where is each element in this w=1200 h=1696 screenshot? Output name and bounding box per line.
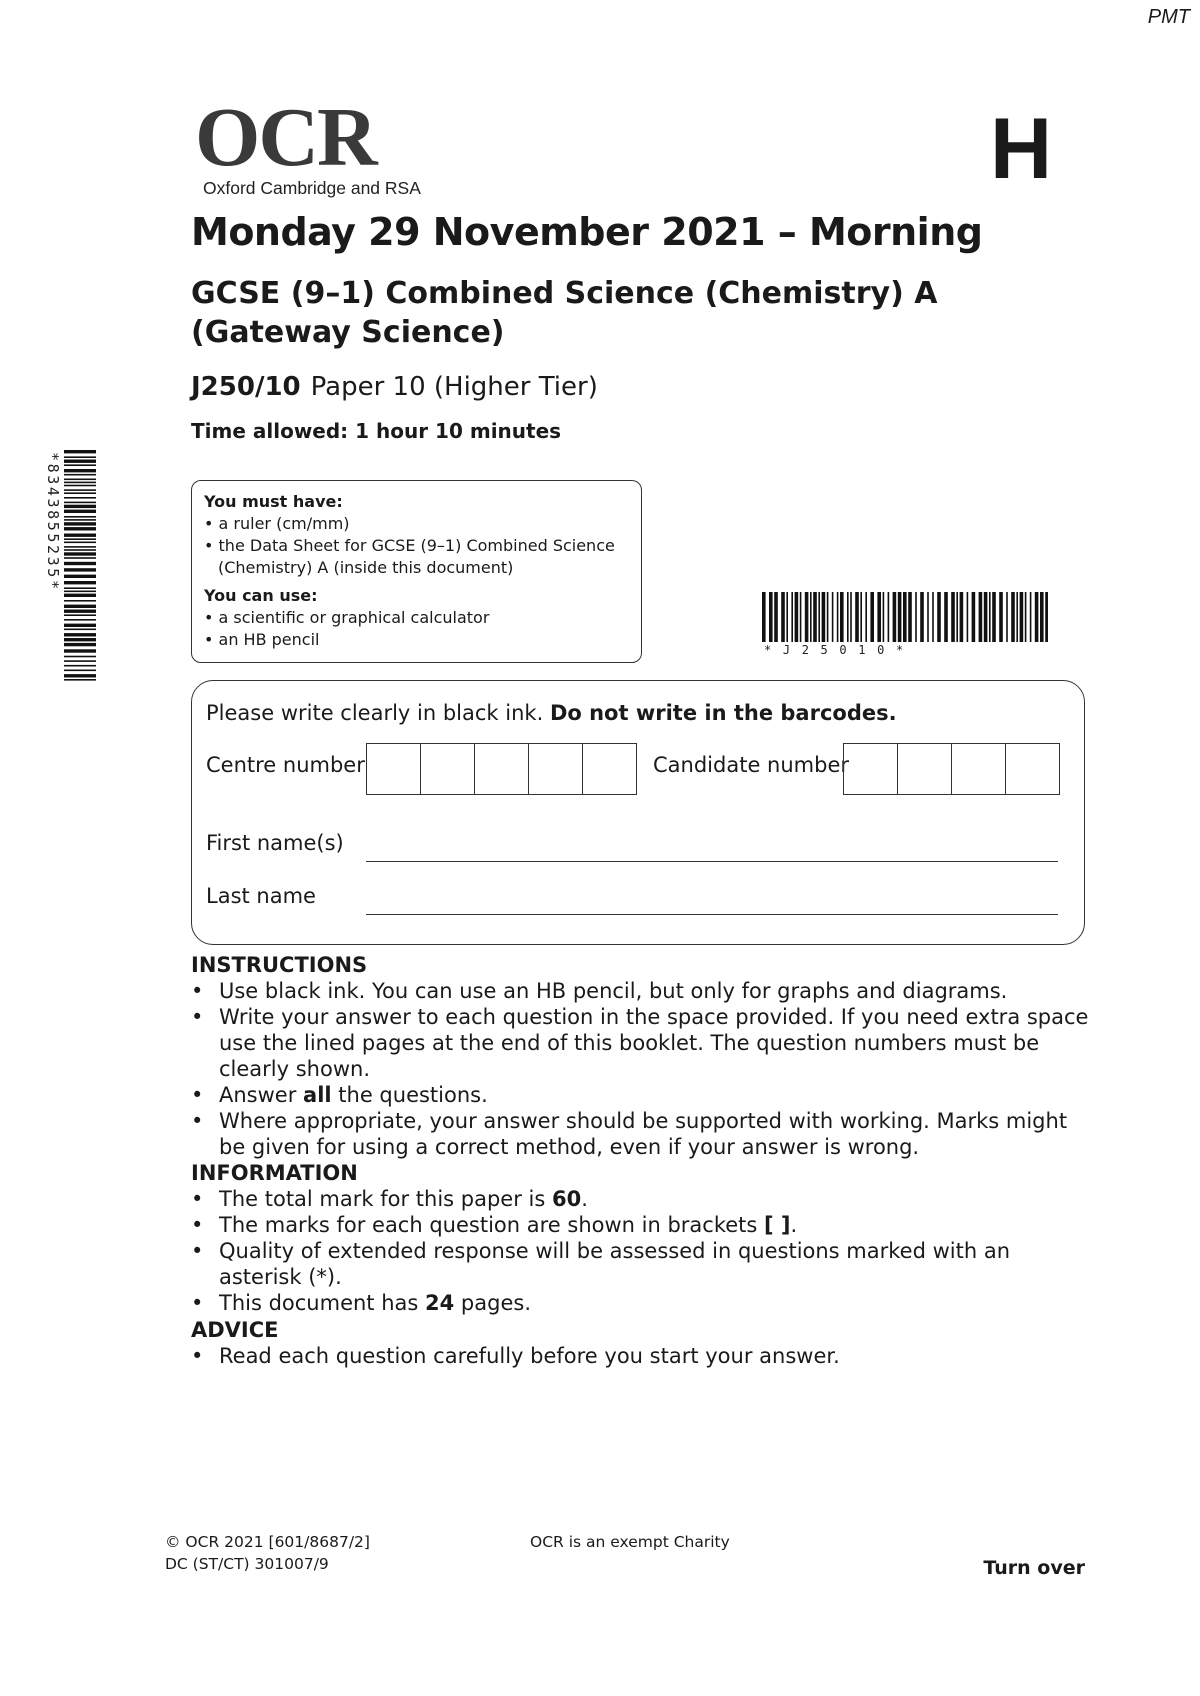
advice-item: • Read each question carefully before you start your answer. [191, 1343, 1091, 1369]
vertical-barcode-text: *8343855235* [44, 452, 62, 592]
barcode-bar [64, 456, 96, 458]
centre-number-digit-box[interactable] [475, 744, 529, 794]
barcode-bar [1045, 592, 1048, 642]
centre-number-label: Centre number [206, 753, 365, 777]
barcode-bar [64, 610, 96, 613]
pmt-watermark: PMT [1147, 6, 1190, 28]
barcode-bar [1025, 592, 1027, 642]
paper-code: J250/10 [191, 372, 301, 402]
barcode-bar [64, 497, 96, 499]
barcode-bar [984, 592, 988, 642]
barcode-bar [915, 592, 917, 642]
vertical-barcode [42, 450, 97, 682]
instruction-item: • Use black ink. You can use an HB pencil, but only for graphs and diagrams. [191, 978, 1091, 1004]
barcode-bar [64, 474, 96, 476]
candidate-number-label: Candidate number [653, 753, 849, 777]
barcode-bar [786, 592, 788, 642]
barcode-bar [64, 649, 96, 652]
barcode-bar [888, 592, 890, 642]
footer-codes [165, 1531, 370, 1575]
barcode-bar [960, 592, 964, 642]
copyright: © OCR 2021 [601/8687/2] [165, 1533, 370, 1551]
barcode-bar [870, 592, 874, 642]
barcode-bar [64, 557, 96, 559]
barcode-bar [822, 592, 826, 642]
total-mark: 60 [551, 1187, 582, 1211]
information-section [191, 1160, 1091, 1316]
barcode-bar [800, 592, 802, 642]
turn-over: Turn over [983, 1557, 1085, 1579]
barcode-bar [64, 633, 96, 636]
advice-section [191, 1317, 1091, 1369]
charity-note: OCR is an exempt Charity [530, 1533, 730, 1551]
page-count: 24 [425, 1291, 455, 1315]
barcode-bar [64, 587, 96, 589]
centre-number-digit-box[interactable] [367, 744, 421, 794]
last-name-label: Last name [206, 884, 316, 908]
barcode-bar [64, 562, 96, 565]
barcode-bar [64, 516, 96, 518]
barcode-bar [937, 592, 941, 642]
subject-title [191, 274, 937, 352]
barcode-bar [832, 592, 834, 642]
ocr-logo [195, 91, 421, 199]
barcode-bar [64, 482, 96, 484]
barcode-bar [64, 534, 96, 537]
barcode-bar [64, 450, 96, 453]
barcode-bar [979, 592, 983, 642]
barcode-bar [64, 660, 96, 662]
information-text: . [790, 1213, 798, 1237]
barcode-bar [64, 619, 96, 621]
barcode-bar [64, 485, 96, 487]
barcode-bar [64, 624, 96, 627]
barcode-bar [791, 592, 793, 642]
barcode-bar [920, 592, 924, 642]
barcode-bar [769, 592, 773, 642]
barcode-bar [865, 592, 867, 642]
information-item [191, 1212, 1091, 1238]
barcode-bar [64, 600, 96, 602]
barcode-bar [1040, 592, 1044, 642]
barcode-bar [795, 592, 799, 642]
horizontal-barcode [762, 592, 1048, 656]
candidate-details-box [191, 680, 1085, 945]
information-text: The total mark for this paper is [219, 1187, 552, 1211]
ocr-logo-tagline: Oxford Cambridge and RSA [203, 178, 421, 198]
barcode-bar [64, 643, 96, 646]
barcode-bar [64, 614, 96, 616]
barcode-bar [64, 605, 96, 608]
candidate-number-digit-box[interactable] [1006, 744, 1059, 794]
barcode-bar [64, 591, 96, 593]
barcode-bar [883, 592, 885, 642]
first-name-label: First name(s) [206, 831, 344, 855]
last-name-line[interactable] [366, 914, 1058, 915]
time-allowed: Time allowed: 1 hour 10 minutes [191, 419, 562, 443]
barcode-bar [1030, 592, 1032, 642]
candidate-number-digit-box[interactable] [898, 744, 952, 794]
instruction-item: • Write your answer to each question in the space provided. If you need extra space use the lined pages at the end of this booklet. The question numbers must be clearly shown. [191, 1004, 1091, 1082]
candidate-number-digit-box[interactable] [952, 744, 1006, 794]
information-item [191, 1290, 1091, 1316]
barcode-bar [932, 592, 934, 642]
horizontal-barcode-text: * J 2 5 0 1 0 * [764, 643, 906, 656]
barcode-bar [847, 592, 849, 642]
barcode-bar [64, 546, 96, 548]
advice-heading: ADVICE [191, 1318, 279, 1342]
barcode-bar [64, 460, 96, 463]
barcode-bar [64, 629, 96, 631]
subject-line-1: GCSE (9–1) Combined Science (Chemistry) A [191, 276, 938, 311]
barcode-bar [927, 592, 929, 642]
barcode-bar [877, 592, 881, 642]
must-have-item: • the Data Sheet for GCSE (9–1) Combined Science [204, 536, 615, 555]
barcode-bar [64, 674, 96, 677]
barcode-bar [64, 581, 96, 584]
barcode-bar [64, 568, 96, 571]
barcode-bar [64, 479, 96, 481]
centre-number-boxes[interactable] [366, 743, 637, 795]
subject-line-2: (Gateway Science) [191, 315, 505, 350]
barcode-bar [64, 538, 96, 540]
information-text: This document has [219, 1291, 426, 1315]
instruction-text: the questions. [331, 1083, 488, 1107]
barcode-bar [64, 549, 96, 551]
barcode-bar [64, 464, 96, 466]
can-use-item: • a scientific or graphical calculator [204, 608, 490, 627]
barcode-bar [972, 592, 976, 642]
barcode-bar [1006, 592, 1008, 642]
candidate-instruction-bold: Do not write in the barcodes. [549, 701, 897, 725]
instruction-emphasis: all [303, 1083, 332, 1107]
barcode-bar [850, 592, 852, 642]
centre-number-digit-box[interactable] [529, 744, 583, 794]
instructions-heading: INSTRUCTIONS [191, 953, 368, 977]
barcode-bar [774, 592, 778, 642]
barcode-bar [908, 592, 912, 642]
barcode-bar [840, 592, 844, 642]
barcode-bar [1035, 592, 1039, 642]
instructions-section [191, 952, 1091, 1160]
barcode-bar [781, 592, 785, 642]
barcode-bar [1011, 592, 1015, 642]
information-item [191, 1186, 1091, 1212]
candidate-instruction-plain: Please write clearly in black ink. [206, 701, 550, 725]
barcode-bar [64, 542, 96, 544]
barcode-bar [837, 592, 839, 642]
barcode-bar [64, 670, 96, 672]
barcode-bar [813, 592, 817, 642]
barcode-bar [64, 505, 96, 508]
barcode-bar [762, 592, 766, 642]
barcode-bar [951, 592, 955, 642]
equipment-box [191, 480, 642, 663]
barcode-bar [898, 592, 902, 642]
instruction-item: • Where appropriate, your answer should be supported with working. Marks might be given for using a correct method, even if your answer is wrong. [191, 1108, 1091, 1160]
barcode-bar [893, 592, 897, 642]
barcode-bar [64, 575, 96, 578]
barcode-bar [944, 592, 948, 642]
barcode-bar [967, 592, 969, 642]
barcode-bar [64, 502, 96, 504]
barcode-bar [860, 592, 862, 642]
barcode-bar [64, 510, 96, 513]
barcode-bar [64, 489, 96, 491]
information-heading: INFORMATION [191, 1161, 358, 1185]
marks-brackets: [ ] [764, 1213, 791, 1237]
ocr-logo-word: OCR [195, 91, 376, 184]
barcode-bar [810, 592, 812, 642]
candidate-instruction [206, 701, 897, 725]
barcode-bar [64, 679, 96, 681]
information-item: • Quality of extended response will be assessed in questions marked with an asterisk (*). [191, 1238, 1091, 1290]
barcode-bar [64, 552, 96, 555]
candidate-number-boxes[interactable] [843, 743, 1060, 795]
paper-code-line [191, 372, 598, 402]
barcode-bar [64, 656, 96, 658]
must-have-item-continued: (Chemistry) A (inside this document) [218, 558, 514, 577]
barcode-bar [64, 522, 96, 525]
can-use-heading: You can use: [204, 586, 318, 605]
barcode-bar [989, 592, 991, 642]
first-name-line[interactable] [366, 861, 1058, 862]
barcode-bar [1016, 592, 1018, 642]
dc-code: DC (ST/CT) 301007/9 [165, 1555, 329, 1573]
barcode-bar [992, 592, 996, 642]
barcode-bar [855, 592, 859, 642]
can-use-item: • an HB pencil [204, 630, 320, 649]
information-text: . [581, 1187, 588, 1211]
instruction-text: Answer [219, 1083, 304, 1107]
barcode-bar [64, 638, 96, 641]
instruction-item [191, 1082, 1091, 1108]
barcode-bar [64, 527, 96, 530]
information-text: pages. [454, 1291, 531, 1315]
vertical-barcode-bars [64, 450, 96, 681]
barcode-bar [64, 519, 96, 521]
barcode-bar [64, 665, 96, 667]
centre-number-digit-box[interactable] [421, 744, 475, 794]
tier-letter: H [990, 101, 1053, 197]
barcode-bar [903, 592, 907, 642]
candidate-number-digit-box[interactable] [844, 744, 898, 794]
centre-number-digit-box[interactable] [583, 744, 636, 794]
must-have-item: • a ruler (cm/mm) [204, 514, 350, 533]
barcode-bar [64, 492, 96, 494]
paper-title: Paper 10 (Higher Tier) [310, 372, 598, 402]
barcode-bar [64, 469, 96, 472]
information-text: The marks for each question are shown in brackets [219, 1213, 765, 1237]
barcode-bar [805, 592, 809, 642]
barcode-bar [818, 592, 820, 642]
must-have-heading: You must have: [204, 492, 343, 511]
barcode-bar [956, 592, 958, 642]
barcode-bar [999, 592, 1003, 642]
horizontal-barcode-bars [762, 592, 1048, 642]
barcode-bar [1020, 592, 1024, 642]
barcode-bar [64, 594, 96, 597]
exam-date: Monday 29 November 2021 – Morning [191, 210, 983, 254]
barcode-bar [827, 592, 829, 642]
